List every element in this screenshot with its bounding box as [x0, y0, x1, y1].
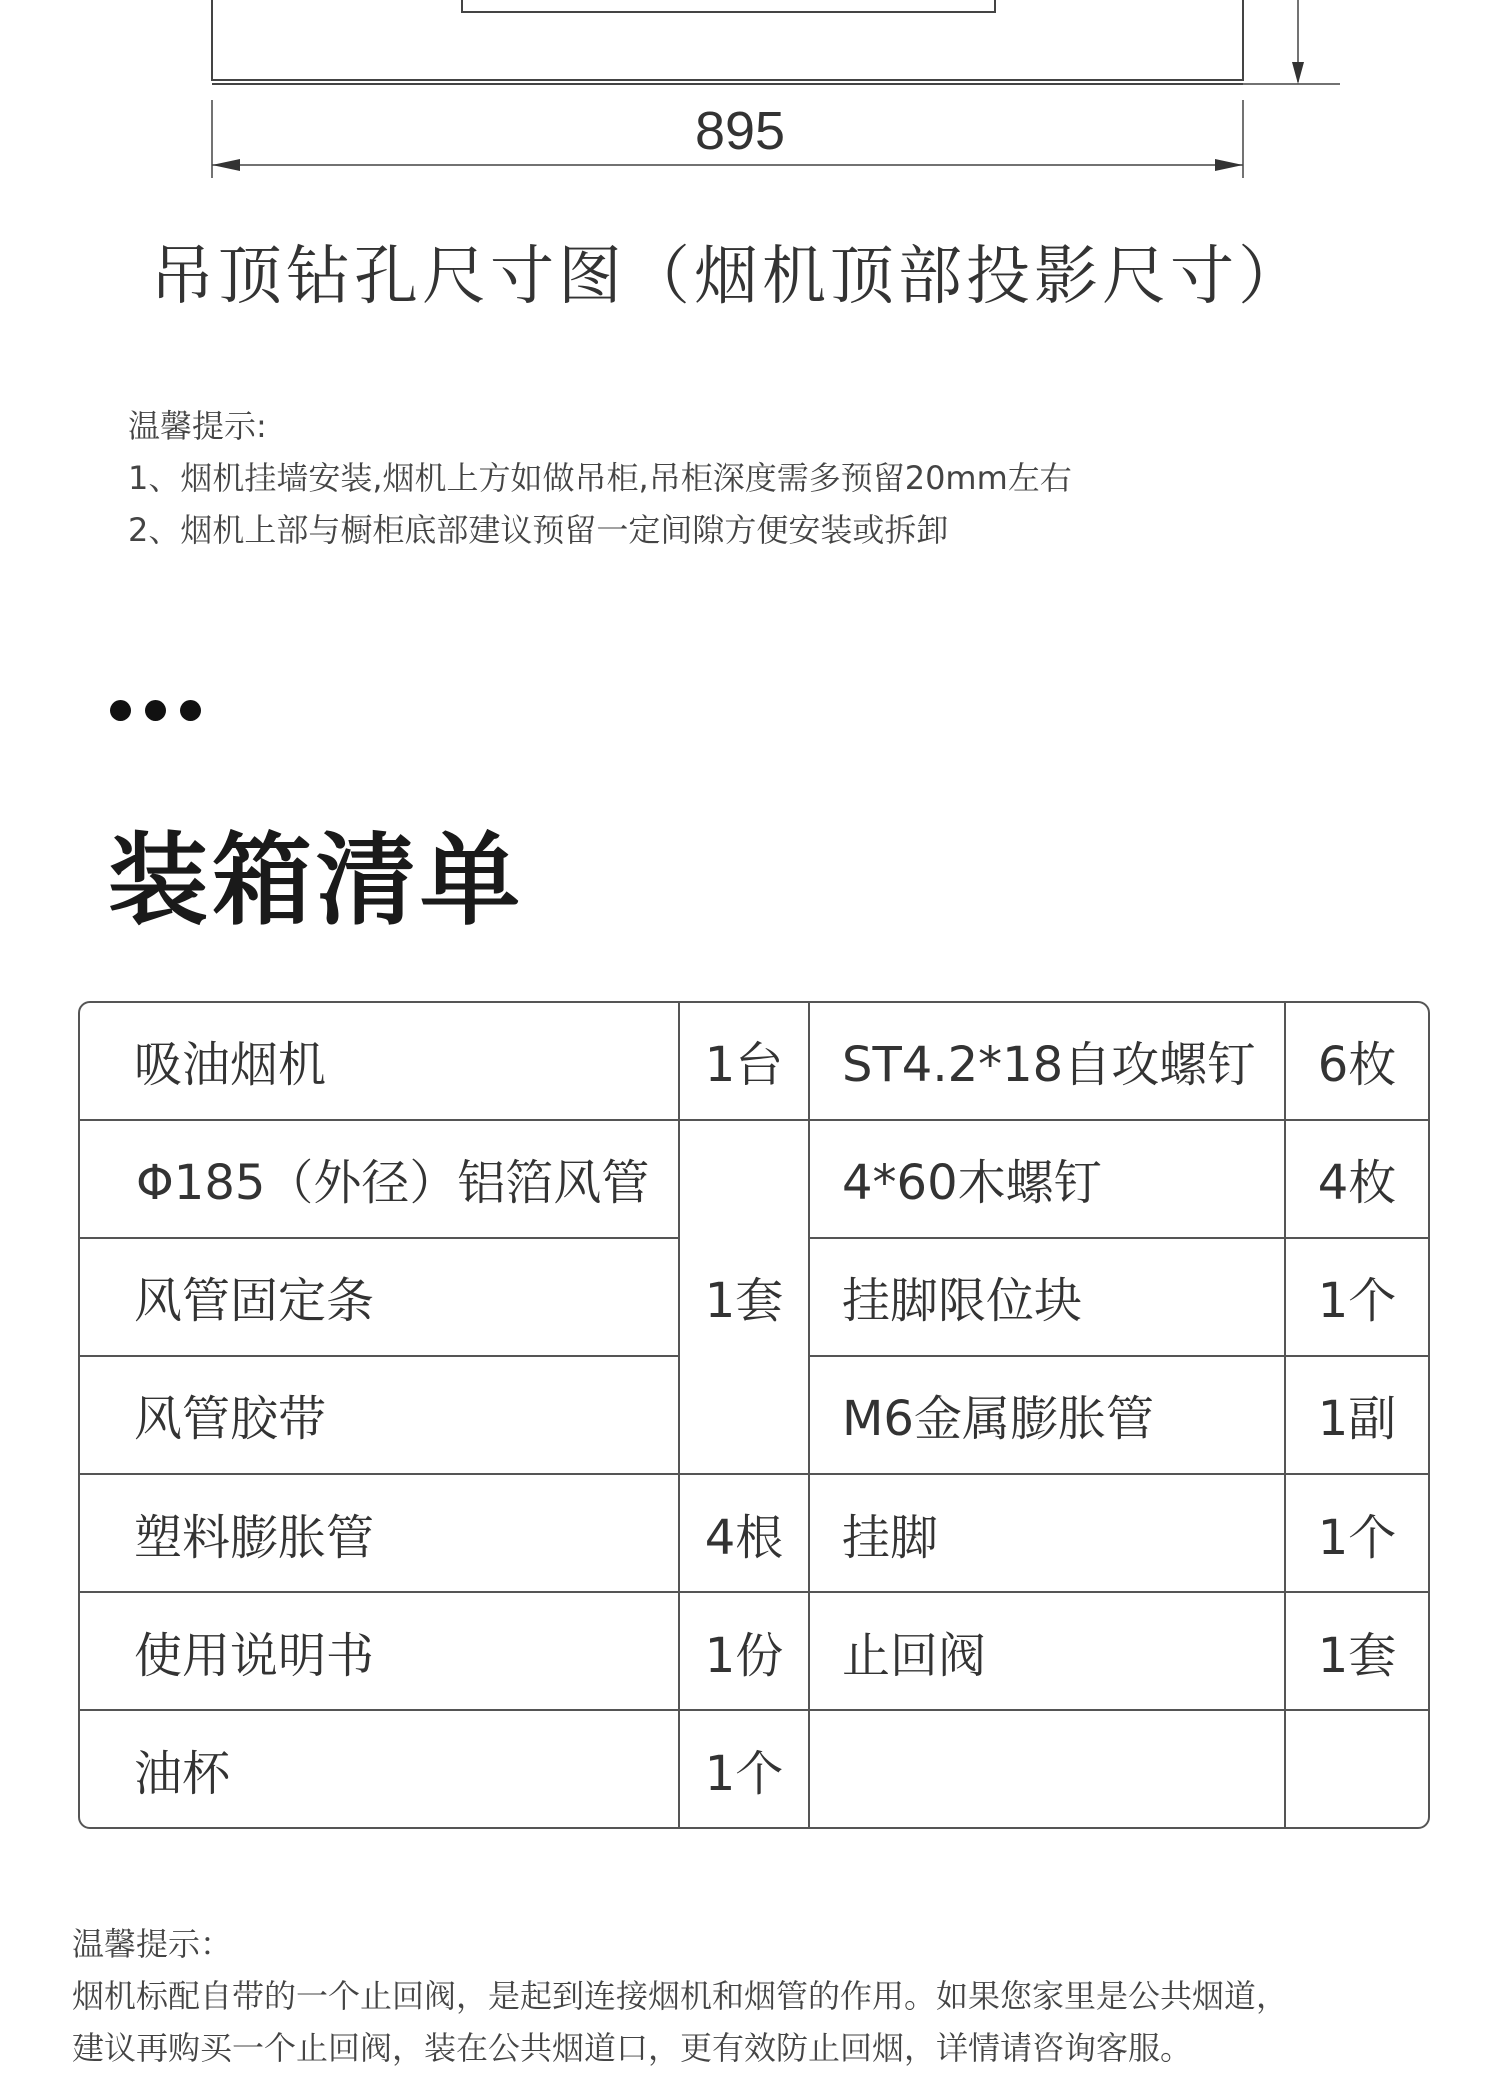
ellipsis-icon — [110, 700, 201, 722]
empty-cell — [1285, 1710, 1428, 1827]
tips-line: 烟机标配自带的一个止回阀，是起到连接烟机和烟管的作用。如果您家里是公共烟道， — [72, 1977, 1289, 2015]
tips-line: 建议再购买一个止回阀，装在公共烟道口，更有效防止回烟，详情请咨询客服。 — [72, 2029, 1193, 2067]
tips-heading: 温馨提示: — [128, 407, 267, 445]
item-quantity: 1套 — [1285, 1592, 1428, 1710]
item-quantity: 1份 — [679, 1592, 809, 1710]
item-name: 吸油烟机 — [80, 1003, 679, 1120]
item-name: 使用说明书 — [80, 1592, 679, 1710]
empty-cell — [809, 1710, 1285, 1827]
diagram-caption: 吊顶钻孔尺寸图（烟机顶部投影尺寸） — [150, 240, 1306, 314]
item-quantity: 1个 — [1285, 1474, 1428, 1592]
item-quantity: 6枚 — [1285, 1003, 1428, 1120]
item-name: 4*60木螺钉 — [809, 1120, 1285, 1238]
item-name: M6金属膨胀管 — [809, 1356, 1285, 1474]
item-quantity: 1台 — [679, 1003, 809, 1120]
table-row — [80, 1003, 1428, 1120]
tips-heading: 温馨提示： — [72, 1925, 233, 1963]
item-quantity-merged: 1套 — [679, 1120, 809, 1475]
item-name: ST4.2*18自攻螺钉 — [809, 1003, 1285, 1120]
item-name: 风管胶带 — [80, 1356, 679, 1474]
table-row — [80, 1120, 1428, 1238]
table-row — [80, 1592, 1428, 1710]
check-valve-tips — [72, 1918, 1472, 2074]
installation-tips — [128, 400, 1428, 556]
table-row — [80, 1710, 1428, 1827]
item-quantity: 1个 — [679, 1710, 809, 1827]
width-dimension-label: 895 — [694, 101, 786, 161]
item-name: 挂脚限位块 — [809, 1238, 1285, 1356]
section-title: 装箱清单 — [108, 822, 524, 939]
packing-list-table — [78, 1001, 1430, 1829]
item-name: 止回阀 — [809, 1592, 1285, 1710]
item-quantity: 1个 — [1285, 1238, 1428, 1356]
item-name: 塑料膨胀管 — [80, 1474, 679, 1592]
item-name: 挂脚 — [809, 1474, 1285, 1592]
ceiling-drilling-diagram — [0, 0, 1500, 330]
item-quantity: 1副 — [1285, 1356, 1428, 1474]
item-name: 风管固定条 — [80, 1238, 679, 1356]
item-quantity: 4枚 — [1285, 1120, 1428, 1238]
item-name: 油杯 — [80, 1710, 679, 1827]
tips-line: 1、烟机挂墙安装,烟机上方如做吊柜,吊柜深度需多预留20mm左右 — [128, 459, 1072, 497]
tips-line: 2、烟机上部与橱柜底部建议预留一定间隙方便安装或拆卸 — [128, 511, 949, 549]
table-row — [80, 1474, 1428, 1592]
item-name: Φ185（外径）铝箔风管 — [80, 1120, 679, 1238]
item-quantity: 4根 — [679, 1474, 809, 1592]
